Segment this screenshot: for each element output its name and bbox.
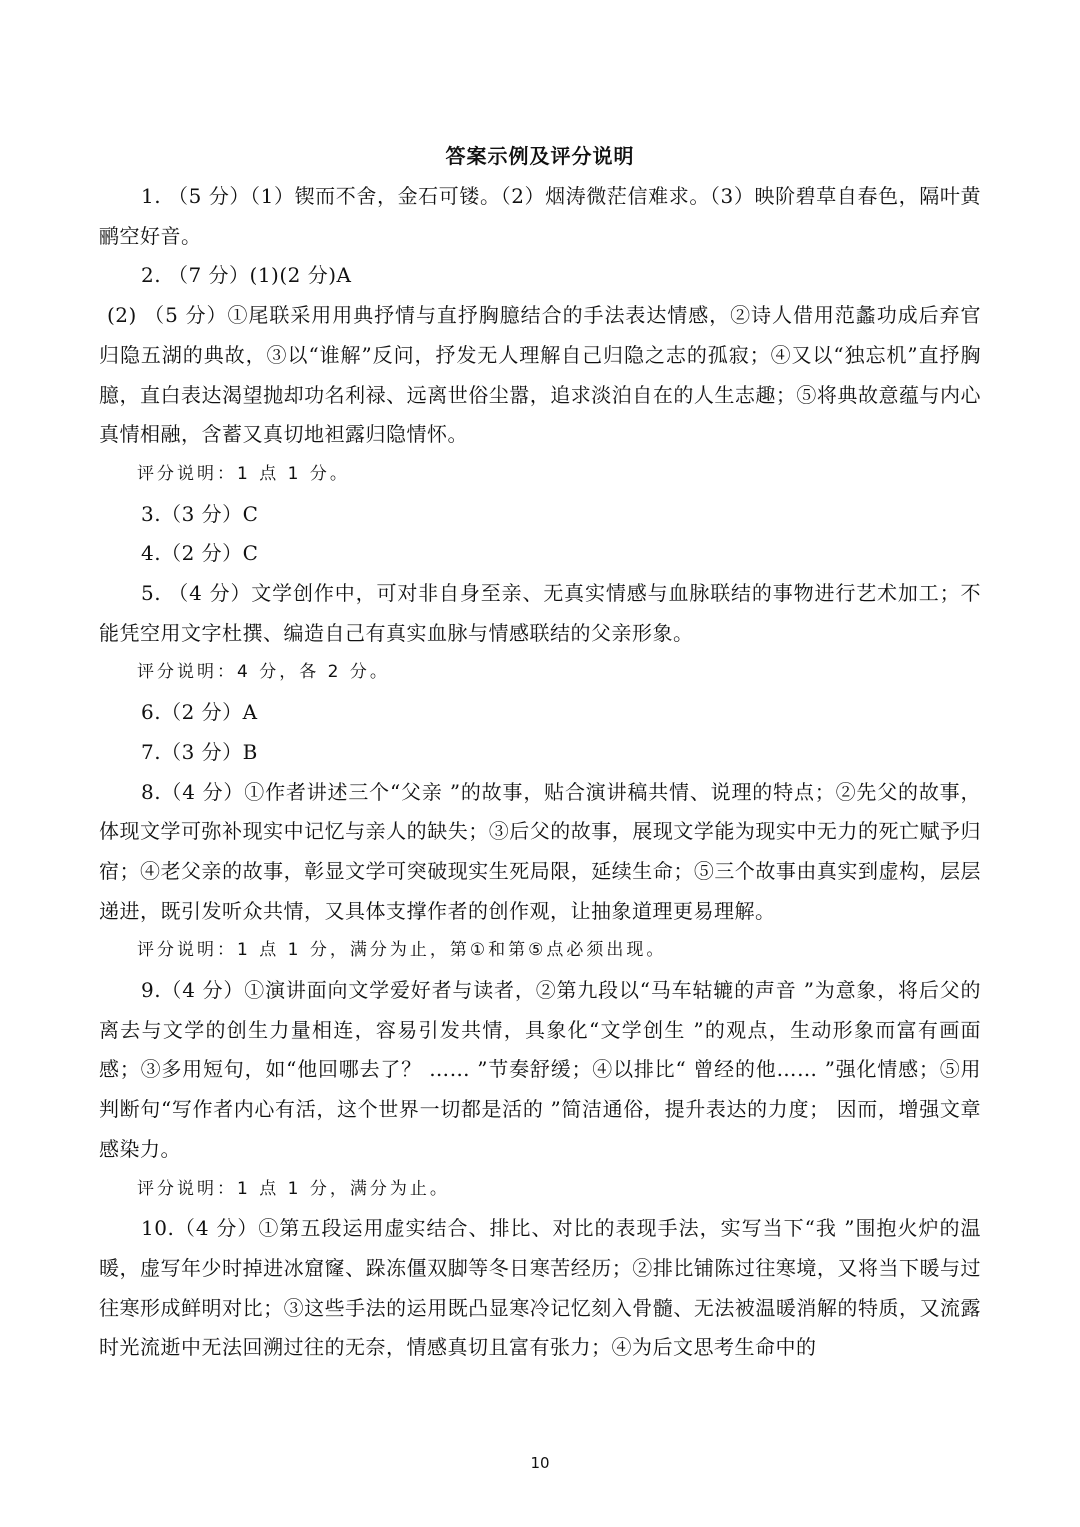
answer-10: 10.（4 分）①第五段运用虚实结合、排比、对比的表现手法，实写当下“我 ”围抱火炉的温暖，虚写年少时掉进冰窟窿、跺冻僵双脚等冬日寒苦经历；②排比铺陈过往寒境，又将当下暖与过往寒形成鲜明对比；③这些手法的运用既凸显寒冷记忆刻入骨髓、无法被温暖消解的特质，又流露时光流逝中无法回溯过往的无奈，情感真切且富有张力；④为后文思考生命中的 — [99, 1216, 981, 1360]
page-number: 10 — [530, 1454, 550, 1472]
answer-2: 2. （7 分）(1)(2 分)A — [141, 263, 352, 288]
scoring-note-9: 评分说明：1 点 1 分，满分为止。 — [137, 1178, 450, 1199]
answer-6: 6.（2 分）A — [141, 700, 258, 725]
scoring-note-5: 评分说明：4 分，各 2 分。 — [137, 662, 390, 683]
scoring-note-2: 评分说明：1 点 1 分。 — [137, 463, 350, 484]
answer-9: 9.（4 分）①演讲面向文学爱好者与读者，②第九段以“马车轱辘的声音 ”为意象，将后父的离去与文学的创生力量相连，容易引发共情，具象化“文学创生 ”的观点，生动形象而富有画面感；③多用短句，如“他回哪去了？ …… ”节奏舒缓；④以排比“ 曾经的他…… ”强化情感；⑤用判断句“写作者内心有活，这个世界一切都是活的 ”简洁通俗，提升表达的力度； 因而，增强文章感染力。 — [99, 978, 981, 1161]
answer-4: 4.（2 分）C — [141, 541, 259, 566]
document-title: 答案示例及评分说明 — [445, 144, 635, 168]
answer-3: 3.（3 分）C — [141, 501, 259, 526]
answer-5: 5. （4 分）文学创作中，可对非自身至亲、无真实情感与血脉联结的事物进行艺术加工；不能凭空用文字杜撰、编造自己有真实血脉与情感联结的父亲形象。 — [99, 581, 981, 645]
answer-content — [99, 177, 981, 1368]
answer-7: 7.（3 分）B — [141, 739, 258, 764]
scoring-note-8: 评分说明：1 点 1 分，满分为止，第①和第⑤点必须出现。 — [137, 940, 667, 961]
answer-1: 1. （5 分）（1）锲而不舍，金石可镂。（2）烟涛微茫信难求。（3）映阶碧草自春色，隔叶黄鹂空好音。 — [99, 184, 981, 248]
answer-8: 8.（4 分）①作者讲述三个“父亲 ”的故事，贴合演讲稿共情、说理的特点；②先父的故事，体现文学可弥补现实中记忆与亲人的缺失；③后父的故事，展现文学能为现实中无力的死亡赋予归宿；④老父亲的故事，彰显文学可突破现实生死局限，延续生命；⑤三个故事由真实到虚构，层层递进，既引发听众共情，又具体支撑作者的创作观，让抽象道理更易理解。 — [99, 779, 981, 923]
answer-2-part-2: (2) （5 分）①尾联采用用典抒情与直抒胸臆结合的手法表达情感，②诗人借用范蠡功成后弃官归隐五湖的典故，③以“谁解”反问，抒发无人理解自己归隐之志的孤寂；④又以“独忘机”直抒胸臆，直白表达渴望抛却功名利禄、远离世俗尘嚣，追求淡泊自在的人生志趣；⑤将典故意蕴与内心真情相融，含蓄又真切地袒露归隐情怀。 — [99, 303, 981, 447]
